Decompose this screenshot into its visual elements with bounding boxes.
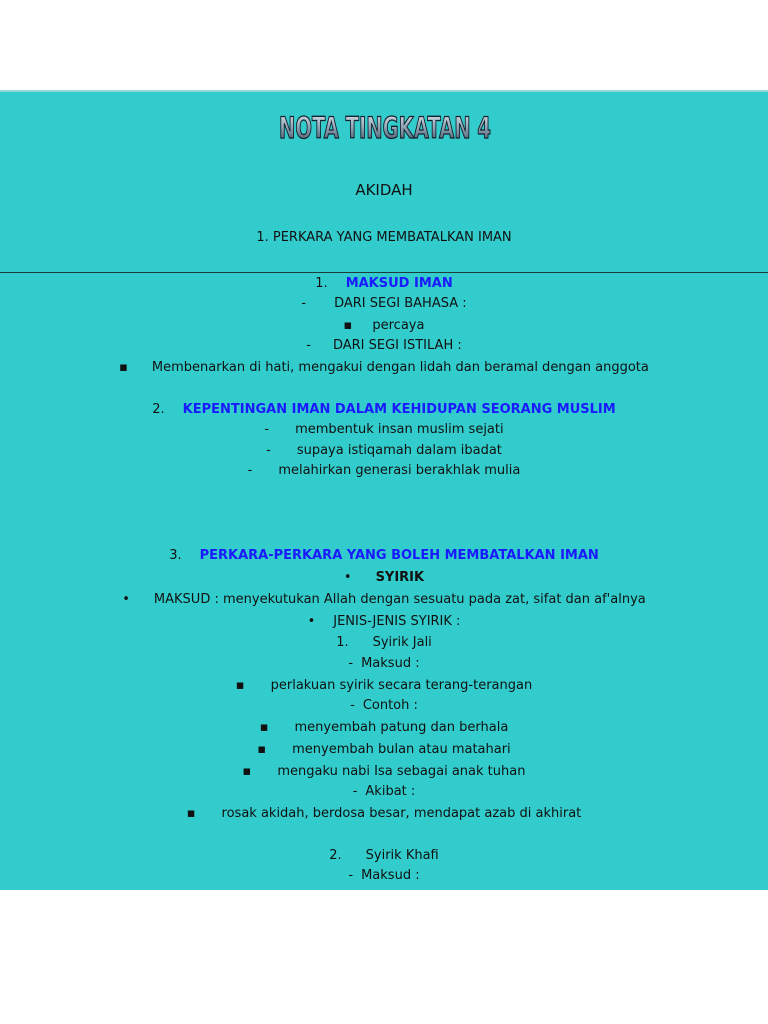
list-item-text: melahirkan generasi berakhlak mulia <box>278 463 521 478</box>
akibat-label: Akibat : <box>365 784 416 799</box>
dash-marker: - <box>348 656 354 671</box>
jali-maksud-item: perlakuan syirik secara terang-terangan <box>270 678 533 693</box>
section-3-title: PERKARA-PERKARA YANG BOLEH MEMBATALKAN IMAN <box>199 548 599 563</box>
jali-label: Syirik Jali <box>372 635 432 650</box>
dash-marker: - <box>306 338 311 353</box>
dash-marker: - <box>348 868 354 883</box>
istilah-item: Membenarkan di hati, mengakui dengan lidah dan beramal dengan anggota <box>151 360 649 375</box>
jali-row <box>0 635 768 651</box>
bahasa-item-row <box>0 318 768 334</box>
dot-bullet: • <box>343 570 352 585</box>
list-item <box>0 422 768 438</box>
bahasa-row <box>0 296 768 312</box>
maksud-label: Maksud : <box>361 868 420 883</box>
square-bullet: ▪ <box>242 764 252 779</box>
contoh-item: mengaku nabi Isa sebagai anak tuhan <box>277 764 526 779</box>
dash-marker: - <box>350 698 355 713</box>
bahasa-item: percaya <box>372 318 425 333</box>
jenis-row <box>0 614 768 630</box>
istilah-label: DARI SEGI ISTILAH : <box>332 338 462 353</box>
syirik-row <box>0 570 768 586</box>
contoh-item-row <box>0 720 768 736</box>
contoh-label: Contoh : <box>362 698 418 713</box>
list-item <box>0 463 768 479</box>
divider <box>0 272 768 273</box>
khafi-number: 2. <box>329 848 342 863</box>
list-item-text: supaya istiqamah dalam ibadat <box>296 443 502 458</box>
jali-number: 1. <box>336 635 349 650</box>
section-1-title: MAKSUD IMAN <box>345 276 453 291</box>
contoh-item-row <box>0 764 768 780</box>
dot-bullet: • <box>122 592 130 607</box>
section-1-heading <box>0 276 768 292</box>
contoh-item: menyembah bulan atau matahari <box>292 742 511 757</box>
dash-marker: - <box>301 296 307 311</box>
square-bullet: ▪ <box>259 720 269 735</box>
square-bullet: ▪ <box>119 360 128 375</box>
dash-marker: - <box>352 784 358 799</box>
dash-marker: - <box>247 463 253 478</box>
jali-maksud-item-row <box>0 678 768 694</box>
akibat-item-row <box>0 806 768 822</box>
dash-marker: - <box>264 422 270 437</box>
syirik-label: SYIRIK <box>375 570 425 585</box>
square-bullet: ▪ <box>186 806 196 821</box>
akibat-item: rosak akidah, berdosa besar, mendapat azab di akhirat <box>221 806 582 821</box>
list-item <box>0 443 768 459</box>
section-3-number: 3. <box>169 548 182 563</box>
document-page <box>0 90 768 890</box>
khafi-label: Syirik Khafi <box>365 848 439 863</box>
section-1-number: 1. <box>315 276 328 291</box>
section-3-heading <box>0 548 768 564</box>
syirik-maksud: MAKSUD : menyekutukan Allah dengan sesuatu pada zat, sifat dan af'alnya <box>153 592 646 607</box>
list-item-text: membentuk insan muslim sejati <box>295 422 504 437</box>
contoh-item-row <box>0 742 768 758</box>
bahasa-label: DARI SEGI BAHASA : <box>334 296 467 311</box>
contoh-item: menyembah patung dan berhala <box>294 720 509 735</box>
jali-maksud-row <box>0 656 768 672</box>
akibat-row <box>0 784 768 800</box>
section-2-heading <box>0 402 768 418</box>
syirik-maksud-row <box>0 592 768 608</box>
sub-heading: 1. PERKARA YANG MEMBATALKAN IMAN <box>256 230 512 245</box>
khafi-row <box>0 848 768 864</box>
maksud-label: Maksud : <box>361 656 420 671</box>
section-2-title: KEPENTINGAN IMAN DALAM KEHIDUPAN SEORANG MUSLIM <box>182 402 616 417</box>
istilah-row <box>0 338 768 354</box>
dot-bullet: • <box>307 614 316 629</box>
square-bullet: ▪ <box>235 678 245 693</box>
contoh-row <box>0 698 768 714</box>
jenis-label: JENIS-JENIS SYIRIK : <box>333 614 461 629</box>
square-bullet: ▪ <box>343 318 353 333</box>
khafi-maksud-row <box>0 868 768 884</box>
square-bullet: ▪ <box>257 742 267 757</box>
dash-marker: - <box>266 443 271 458</box>
section-2-number: 2. <box>152 402 165 417</box>
svg-text:NOTA TINGKATAN 4: NOTA TINGKATAN 4 <box>279 111 491 145</box>
istilah-item-row <box>0 360 768 376</box>
page-heading: AKIDAH <box>355 181 413 199</box>
title-logo <box>275 96 495 154</box>
